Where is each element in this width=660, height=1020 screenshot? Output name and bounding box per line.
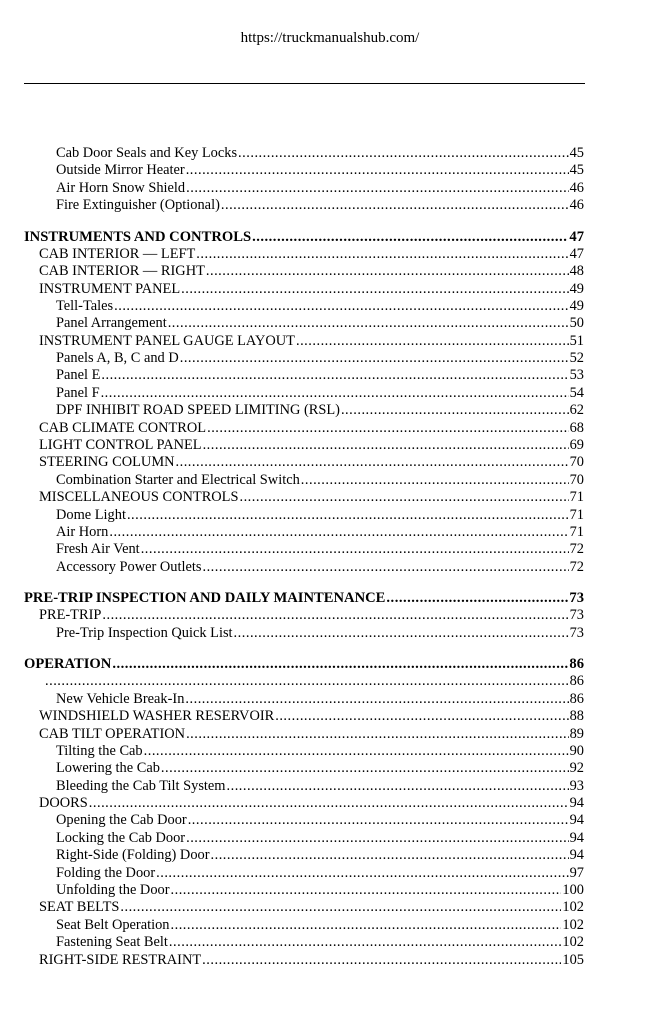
- dot-leader: [176, 454, 569, 471]
- dot-leader: [171, 917, 562, 934]
- dot-leader: [180, 350, 569, 367]
- toc-entry[interactable]: [0, 507, 660, 524]
- dot-leader: [211, 847, 569, 864]
- toc-entry[interactable]: [0, 708, 660, 725]
- toc-entry-title: INSTRUMENT PANEL GAUGE LAYOUT: [39, 332, 295, 349]
- toc-entry[interactable]: [0, 691, 660, 708]
- dot-leader: [45, 673, 569, 690]
- header-url[interactable]: https://truckmanualshub.com/: [240, 30, 420, 46]
- toc-entry-title: Seat Belt Operation: [56, 916, 170, 933]
- toc-entry-page-number: 49: [569, 297, 584, 314]
- toc-entry[interactable]: [0, 812, 660, 829]
- toc-entry-page-number: 105: [562, 951, 584, 968]
- dot-leader: [296, 333, 569, 350]
- toc-entry[interactable]: [0, 541, 660, 558]
- toc-entry-page-number: 94: [569, 795, 584, 812]
- toc-entry-title: Pre-Trip Inspection Quick List: [56, 624, 233, 641]
- toc-entry-title: DOORS: [39, 795, 88, 812]
- toc-entry-page-number: 62: [569, 402, 584, 419]
- toc-entry-title: Right-Side (Folding) Door: [56, 847, 210, 864]
- toc-entry-page-number: 102: [562, 934, 584, 951]
- dot-leader: [185, 691, 568, 708]
- toc-entry-title: RIGHT-SIDE RESTRAINT: [39, 951, 202, 968]
- toc-section-entry[interactable]: [0, 589, 660, 607]
- toc-entry[interactable]: [0, 726, 660, 743]
- toc-entry[interactable]: [0, 472, 660, 489]
- toc-entry-page-number: 49: [569, 280, 584, 297]
- toc-entry-title: SEAT BELTS: [39, 899, 120, 916]
- toc-entry-page-number: 88: [569, 708, 584, 725]
- toc-entry-title: Tilting the Cab: [56, 742, 143, 759]
- toc-entry-page-number: 54: [569, 384, 584, 401]
- toc-entry-page-number: 73: [569, 607, 584, 624]
- toc-entry[interactable]: [0, 145, 660, 162]
- toc-entry[interactable]: [0, 367, 660, 384]
- toc-entry[interactable]: [0, 917, 660, 934]
- toc-entry-title: Tell-Tales: [56, 297, 114, 314]
- toc-entry-title: STEERING COLUMN: [39, 454, 175, 471]
- toc-entry-page-number: 52: [569, 350, 584, 367]
- toc-entry[interactable]: [0, 899, 660, 916]
- toc-entry-title: MISCELLANEOUS CONTROLS: [39, 489, 239, 506]
- toc-entry-page-number: 50: [569, 315, 584, 332]
- dot-leader: [207, 420, 569, 437]
- dot-leader: [252, 228, 568, 246]
- dot-leader: [141, 541, 569, 558]
- dot-leader: [202, 952, 561, 969]
- toc-entry-page-number: 47: [569, 245, 584, 262]
- toc-entry[interactable]: [0, 778, 660, 795]
- toc-entry-page-number: 71: [569, 524, 584, 540]
- dot-leader: [168, 315, 569, 332]
- dot-leader: [186, 830, 569, 847]
- toc-entry[interactable]: [0, 607, 660, 624]
- dot-leader: [127, 507, 569, 524]
- toc-entry-page-number: 86: [569, 673, 584, 690]
- dot-leader: [186, 180, 568, 197]
- toc-entry[interactable]: [0, 524, 660, 541]
- toc-entry-title: Folding the Door: [56, 864, 156, 881]
- toc-entry[interactable]: [0, 743, 660, 760]
- toc-entry-title: Panels A, B, C and D: [56, 350, 179, 367]
- toc-entry-title: Accessory Power Outlets: [56, 558, 202, 575]
- toc-entry[interactable]: [0, 795, 660, 812]
- toc-entry-page-number: 102: [562, 899, 584, 916]
- toc-entry-page-number: 45: [569, 162, 584, 179]
- dot-leader: [188, 812, 569, 829]
- dot-leader: [239, 489, 568, 506]
- toc-entry-page-number: 86: [569, 656, 584, 673]
- toc-entry[interactable]: [0, 489, 660, 506]
- toc-entry[interactable]: [0, 385, 660, 402]
- toc-entry-page-number: 97: [569, 864, 584, 881]
- toc-section-entry[interactable]: [0, 228, 660, 246]
- toc-entry-page-number: 90: [569, 742, 584, 759]
- toc-entry-title: Fire Extinguisher (Optional): [56, 197, 220, 214]
- toc-entry[interactable]: [0, 281, 660, 298]
- toc-entry-page-number: 70: [569, 454, 584, 471]
- dot-leader: [203, 437, 569, 454]
- dot-leader: [186, 726, 569, 743]
- dot-leader: [186, 162, 569, 179]
- toc-entry-title: WINDSHIELD WASHER RESERVOIR: [39, 708, 275, 725]
- dot-leader: [341, 402, 569, 419]
- toc-entry-title: Combination Starter and Electrical Switch: [56, 471, 300, 488]
- toc-entry-title: Unfolding the Door: [56, 882, 170, 899]
- toc-entry-title: INSTRUMENT PANEL: [39, 280, 181, 297]
- dot-leader: [144, 743, 569, 760]
- toc-entry-title: Fastening Seat Belt: [56, 934, 168, 951]
- toc-entry[interactable]: [0, 625, 660, 642]
- dot-leader: [181, 281, 568, 298]
- toc-entry-page-number: 94: [569, 847, 584, 864]
- toc-entry-page-number: 72: [569, 558, 584, 575]
- dot-leader: [301, 472, 569, 489]
- toc-entry-title: Dome Light: [56, 506, 126, 523]
- toc-entry-title: Outside Mirror Heater: [56, 162, 185, 179]
- toc-entry-page-number: 70: [569, 471, 584, 488]
- toc-entry[interactable]: [0, 760, 660, 777]
- dot-leader: [202, 559, 568, 576]
- dot-leader: [227, 778, 569, 795]
- table-of-contents: [0, 145, 660, 969]
- toc-entry[interactable]: [0, 454, 660, 471]
- toc-entry-page-number: 46: [569, 179, 584, 196]
- toc-entry-title: Cab Door Seals and Key Locks: [56, 145, 238, 161]
- toc-entry-page-number: 51: [569, 332, 584, 349]
- toc-entry-title: CAB INTERIOR — RIGHT: [39, 263, 205, 280]
- toc-entry-title: Bleeding the Cab Tilt System: [56, 777, 226, 794]
- toc-entry[interactable]: [0, 559, 660, 576]
- toc-entry-page-number: 53: [569, 367, 584, 384]
- toc-entry-title: Panel E: [56, 367, 101, 384]
- dot-leader: [169, 934, 561, 951]
- dot-leader: [101, 367, 568, 384]
- dot-leader: [206, 263, 569, 280]
- toc-entry[interactable]: [0, 934, 660, 951]
- toc-entry-page-number: 86: [569, 690, 584, 707]
- toc-entry-page-number: 93: [569, 777, 584, 794]
- toc-entry-title: DPF INHIBIT ROAD SPEED LIMITING (RSL): [56, 402, 340, 419]
- toc-entry-title: Air Horn Snow Shield: [56, 179, 186, 196]
- toc-entry-page-number: 100: [562, 882, 584, 899]
- dot-leader: [196, 246, 568, 263]
- toc-entry[interactable]: [0, 298, 660, 315]
- dot-leader: [221, 197, 569, 214]
- toc-entry[interactable]: [0, 197, 660, 214]
- toc-entry[interactable]: [0, 315, 660, 332]
- toc-entry-title: Air Horn: [56, 524, 109, 540]
- toc-entry-page-number: 92: [569, 760, 584, 777]
- toc-entry-title: PRE-TRIP: [39, 607, 102, 624]
- toc-entry-page-number: 94: [569, 812, 584, 829]
- toc-entry[interactable]: [0, 263, 660, 280]
- toc-entry[interactable]: [0, 420, 660, 437]
- toc-entry-title: Lowering the Cab: [56, 760, 160, 777]
- toc-entry[interactable]: [0, 246, 660, 263]
- toc-entry-page-number: 89: [569, 725, 584, 742]
- dot-leader: [112, 655, 568, 673]
- toc-entry-page-number: 71: [569, 506, 584, 523]
- toc-entry[interactable]: [0, 180, 660, 197]
- dot-leader: [89, 795, 569, 812]
- dot-leader: [238, 145, 569, 162]
- toc-entry-page-number: 73: [569, 590, 584, 607]
- toc-entry-title: Panel F: [56, 384, 100, 401]
- toc-entry[interactable]: [0, 333, 660, 350]
- dot-leader: [120, 899, 561, 916]
- toc-entry-title: PRE-TRIP INSPECTION AND DAILY MAINTENANCE: [24, 590, 386, 607]
- dot-leader: [102, 607, 568, 624]
- toc-entry-title: Panel Arrangement: [56, 315, 167, 332]
- dot-leader: [101, 385, 569, 402]
- toc-entry[interactable]: [0, 952, 660, 969]
- toc-entry-page-number: 102: [562, 916, 584, 933]
- dot-leader: [234, 625, 569, 642]
- toc-entry-title: Fresh Air Vent: [56, 541, 140, 558]
- dot-leader: [114, 298, 568, 315]
- toc-entry-title: INSTRUMENTS AND CONTROLS: [24, 228, 252, 245]
- toc-entry-page-number: 69: [569, 437, 584, 454]
- toc-entry-title: New Vehicle Break-In: [56, 690, 185, 707]
- dot-leader: [171, 882, 562, 899]
- toc-entry[interactable]: [0, 882, 660, 899]
- toc-entry-page-number: 45: [569, 145, 584, 161]
- toc-entry-title: LIGHT CONTROL PANEL: [39, 437, 202, 454]
- header-divider: [24, 83, 585, 84]
- dot-leader: [156, 865, 568, 882]
- toc-entry[interactable]: [0, 402, 660, 419]
- dot-leader: [275, 708, 568, 725]
- toc-section-entry[interactable]: [0, 655, 660, 673]
- toc-entry-page-number: 71: [569, 489, 584, 506]
- dot-leader: [161, 760, 569, 777]
- toc-entry-title: CAB CLIMATE CONTROL: [39, 419, 207, 436]
- toc-entry[interactable]: [0, 673, 660, 690]
- toc-entry-title: OPERATION: [24, 656, 112, 673]
- toc-entry-page-number: 72: [569, 541, 584, 558]
- toc-entry-page-number: 94: [569, 829, 584, 846]
- toc-entry[interactable]: [0, 847, 660, 864]
- toc-entry-title: CAB TILT OPERATION: [39, 725, 186, 742]
- toc-entry-title: CAB INTERIOR — LEFT: [39, 245, 196, 262]
- toc-entry-page-number: 47: [569, 228, 584, 245]
- toc-entry[interactable]: [0, 350, 660, 367]
- toc-entry[interactable]: [0, 830, 660, 847]
- toc-entry-page-number: 48: [569, 263, 584, 280]
- toc-entry[interactable]: [0, 437, 660, 454]
- toc-entry-title: Locking the Cab Door: [56, 829, 186, 846]
- toc-entry-page-number: 68: [569, 419, 584, 436]
- dot-leader: [109, 524, 568, 541]
- toc-entry[interactable]: [0, 162, 660, 179]
- toc-entry-page-number: 73: [569, 624, 584, 641]
- toc-entry-page-number: 46: [569, 197, 584, 214]
- dot-leader: [386, 589, 568, 607]
- toc-entry-title: Opening the Cab Door: [56, 812, 187, 829]
- toc-entry[interactable]: [0, 865, 660, 882]
